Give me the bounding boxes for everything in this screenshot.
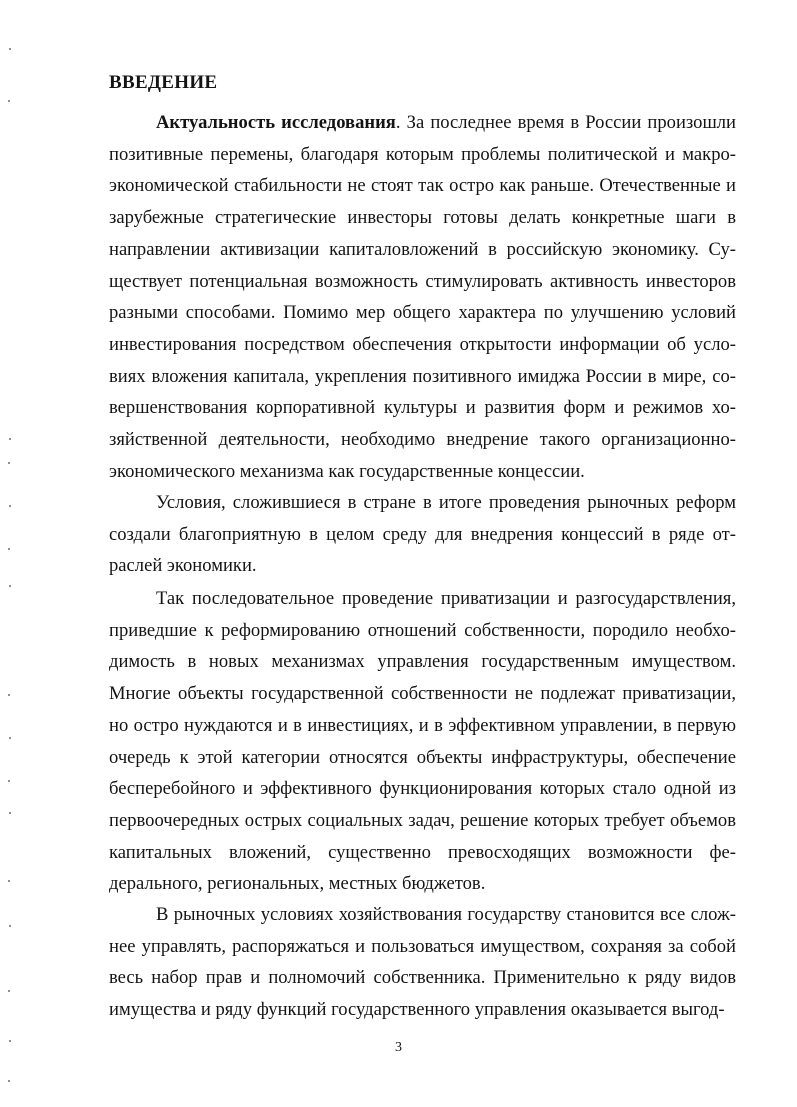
scan-speck: [9, 585, 11, 587]
scan-speck: [9, 925, 11, 927]
scan-edge-marks: [0, 0, 22, 1107]
scan-speck: [9, 48, 11, 50]
page-number: 3: [395, 1040, 402, 1055]
scan-speck: [9, 737, 11, 739]
paragraph-relevance: [109, 107, 736, 487]
scan-speck: [8, 462, 10, 464]
scan-speck: [8, 1080, 10, 1082]
scan-speck: [8, 548, 10, 550]
scan-speck: [8, 694, 10, 696]
scan-speck: [8, 100, 10, 102]
paragraph-conditions: Условия, сложившиеся в стране в итоге проведения рыночных реформ создали благоприятную в целом среду для внедрения концессий в ряде отраслей экономики.: [109, 492, 736, 577]
scan-speck: [9, 812, 11, 814]
scan-speck: [9, 505, 11, 507]
section-heading: ВВЕДЕНИЕ: [109, 72, 218, 93]
scan-speck: [8, 780, 10, 782]
paragraph-privatization: Так последовательное проведение приватизации и разгосударствления, приведшие к реформированию отношений собственности, породило необходимость в новых механизмах управления государственным имуществом. Многие объекты государственной собственности не подлежат приватизации, но остро нуждаются и в инвестициях, и в эффективном управлении, в первую очередь к этой категории относятся объекты инфраструктуры, обеспечение бесперебойного и эффективного функционирования которых стало одной из первоочередных острых социальных задач, решение которых требует объемов капитальных вложений, существенно превосходящих возможности федерального, региональных, местных бюджетов.: [109, 588, 736, 895]
paragraph-text: . За последнее время в России произошли позитивные перемены, благодаря которым проблемы политической и макроэкономической стабильности не стоят так остро как раньше. Отечественные и зарубежные стратегические инвесторы готовы делать конкретные шаги в направлении активизации капиталовложений в российскую экономику. Существует потенциальная возможность стимулировать активность инвесторов разными способами. Помимо мер общего характера по улучшению условий инвестирования посредством обеспечения открытости информации об условиях вложения капитала, укрепления позитивного имиджа России в мире, совершенствования корпоративной культуры и развития форм и режимов хозяйственной деятельности, необходимо внедрение такого организационно-экономического механизма как государственные концессии.: [109, 112, 736, 482]
paragraph-market-conditions: В рыночных условиях хозяйствования государству становится все сложнее управлять, распоряжаться и пользоваться имуществом, сохраняя за собой весь набор прав и полномочий собственника. Применительно к ряду видов имущества и ряду функций государственного управления оказывается выгод-: [109, 904, 736, 1021]
scan-speck: [9, 438, 11, 440]
scan-speck: [8, 880, 10, 882]
scan-speck: [8, 990, 10, 992]
paragraph-lead-term: Актуальность исследования: [156, 112, 396, 133]
